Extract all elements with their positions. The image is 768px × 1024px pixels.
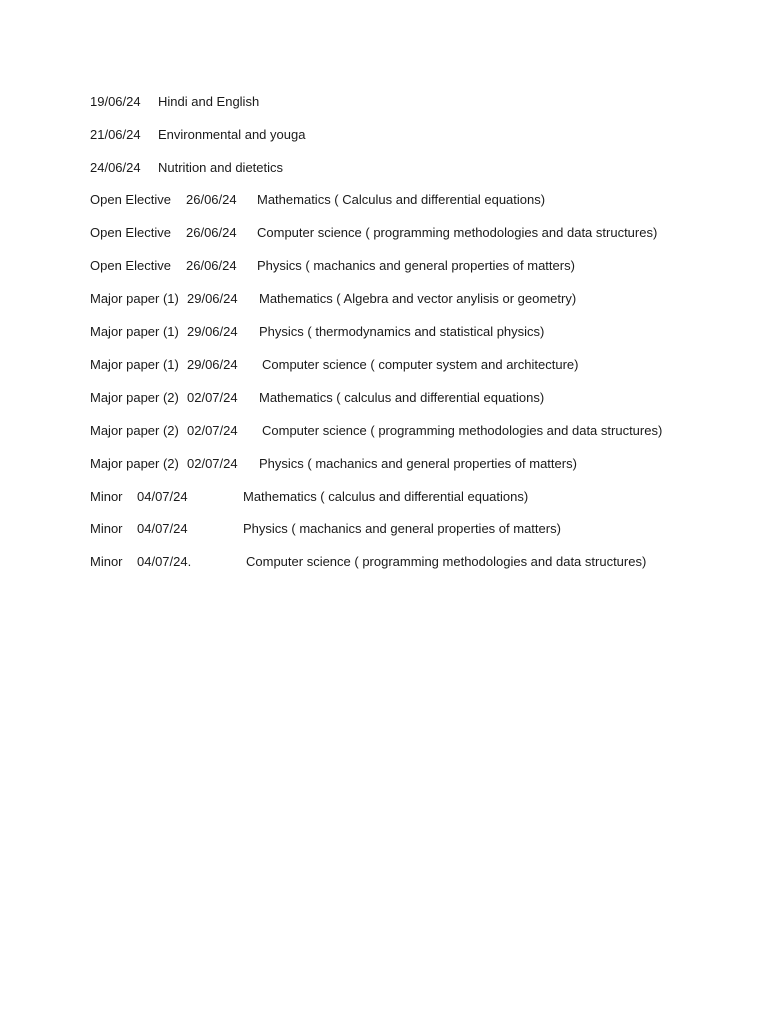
exam-subject: Environmental and youga [158, 127, 306, 142]
exam-date: 02/07/24 [187, 456, 238, 471]
exam-subject: Physics ( machanics and general properties of matters) [243, 521, 561, 536]
exam-date: 04/07/24. [137, 554, 192, 569]
exam-date: 02/07/24 [187, 423, 238, 438]
exam-category: Open Elective [90, 258, 171, 273]
exam-date: 21/06/24 [90, 127, 141, 142]
exam-category: Major paper (2) [90, 423, 179, 438]
exam-date: 26/06/24 [186, 192, 237, 207]
exam-subject: Computer science ( programming methodologies and data structures) [246, 554, 647, 569]
exam-category: Minor [90, 554, 123, 569]
exam-subject: Nutrition and dietetics [158, 160, 284, 175]
exam-date: 29/06/24 [187, 324, 238, 339]
exam-category: Major paper (2) [90, 390, 179, 405]
exam-date: 26/06/24 [186, 225, 237, 240]
exam-date: 19/06/24 [90, 94, 141, 109]
exam-date: 29/06/24 [187, 357, 238, 372]
exam-category: Major paper (1) [90, 324, 179, 339]
exam-category: Minor [90, 521, 123, 536]
exam-subject: Mathematics ( Algebra and vector anylisis or geometry) [259, 291, 577, 306]
exam-category: Major paper (1) [90, 291, 179, 306]
exam-date: 29/06/24 [187, 291, 238, 306]
exam-date: 02/07/24 [187, 390, 238, 405]
exam-date: 26/06/24 [186, 258, 237, 273]
exam-category: Minor [90, 489, 123, 504]
exam-subject: Physics ( machanics and general properties of matters) [259, 456, 577, 471]
exam-category: Open Elective [90, 225, 171, 240]
exam-subject: Computer science ( programming methodologies and data structures) [262, 423, 663, 438]
exam-subject: Hindi and English [158, 94, 260, 109]
exam-subject: Computer science ( programming methodologies and data structures) [257, 225, 658, 240]
exam-date: 24/06/24 [90, 160, 141, 175]
exam-date: 04/07/24 [137, 489, 188, 504]
exam-subject: Mathematics ( calculus and differential equations) [243, 489, 529, 504]
exam-subject: Mathematics ( Calculus and differential equations) [257, 192, 546, 207]
exam-subject: Mathematics ( calculus and differential equations) [259, 390, 545, 405]
exam-subject: Computer science ( computer system and architecture) [262, 357, 579, 372]
exam-category: Major paper (1) [90, 357, 179, 372]
exam-subject: Physics ( thermodynamics and statistical physics) [259, 324, 545, 339]
exam-date: 04/07/24 [137, 521, 188, 536]
exam-subject: Physics ( machanics and general properties of matters) [257, 258, 575, 273]
exam-category: Open Elective [90, 192, 171, 207]
exam-category: Major paper (2) [90, 456, 179, 471]
